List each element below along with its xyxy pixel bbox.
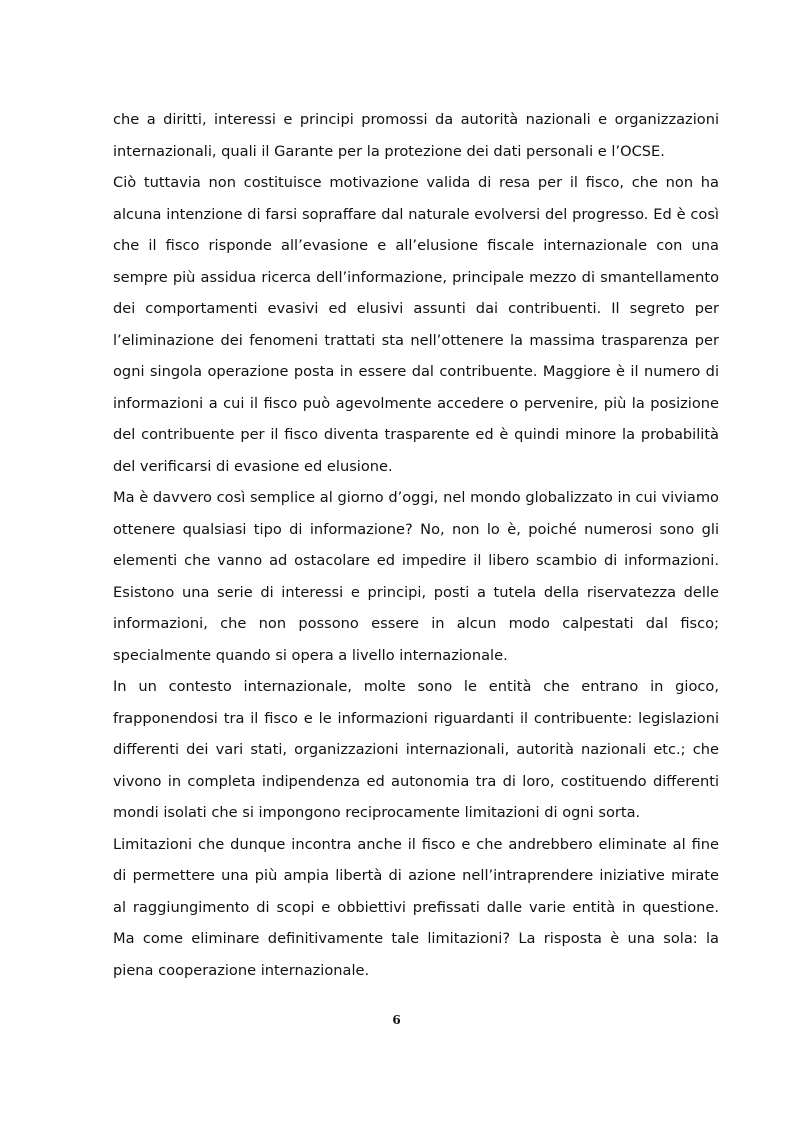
paragraph-2: Ciò tuttavia non costituisce motivazione valida di resa per il fisco, che non ha alcuna intenzione di farsi sopraffare dal naturale evolversi del progresso. Ed è così che il fisco risponde all’evasione e all’elusione fiscale internazionale con una sempre più assidua ricerca dell’informazione, principale mezzo di smantellamento dei comportamenti evasivi ed elusivi assunti dai contribuenti. Il segreto per l’eliminazione dei fenomeni trattati sta nell’ottenere la massima trasparenza per ogni singola operazione posta in essere dal contribuente. Maggiore è il numero di informazioni a cui il fisco può agevolmente accedere o pervenire, più la posizione del contribuente per il fisco diventa trasparente ed è quindi minore la probabilità del verificarsi di evasione ed elusione. [113,174,719,475]
paragraph-4: In un contesto internazionale, molte sono le entità che entrano in gioco, frapponendosi tra il fisco e le informazioni riguardanti il contribuente: legislazioni differenti dei vari stati, organizzazioni internazionali, autorità nazionali etc.; che vivono in completa indipendenza ed autonomia tra di loro, costituendo differenti mondi isolati che si impongono reciprocamente limitazioni di ogni sorta. [113,678,719,821]
paragraph-1: che a diritti, interessi e principi promossi da autorità nazionali e organizzazioni internazionali, quali il Garante per la protezione dei dati personali e l’OCSE. [113,111,719,160]
body-text [113,104,719,986]
page-number: 6 [392,1013,401,1027]
paragraph-3: Ma è davvero così semplice al giorno d’oggi, nel mondo globalizzato in cui viviamo ottenere qualsiasi tipo di informazione? No, non lo è, poiché numerosi sono gli elementi che vanno ad ostacolare ed impedire il libero scambio di informazioni. Esistono una serie di interessi e principi, posti a tutela della riservatezza delle informazioni, che non possono essere in alcun modo calpestati dal fisco; specialmente quando si opera a livello internazionale. [113,489,719,664]
paragraph-5: Limitazioni che dunque incontra anche il fisco e che andrebbero eliminate al fine di permettere una più ampia libertà di azione nell’intraprendere iniziative mirate al raggiungimento di scopi e obbiettivi prefissati dalle varie entità in questione. Ma come eliminare definitivamente tale limitazioni? La risposta è una sola: la piena cooperazione internazionale. [113,835,719,979]
